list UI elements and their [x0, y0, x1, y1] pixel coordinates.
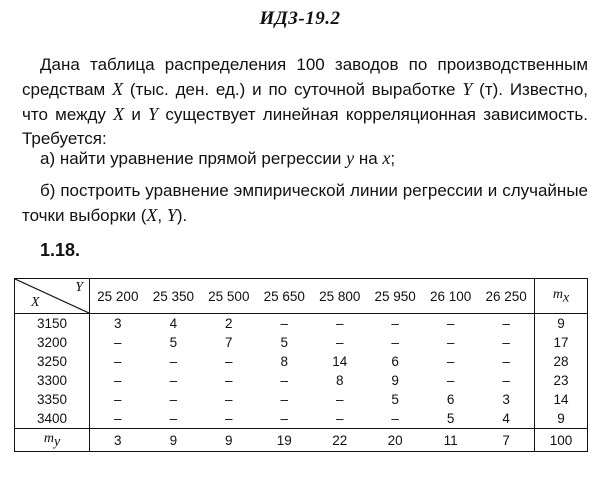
mx-value: 28	[535, 352, 588, 371]
my-value: 22	[312, 429, 367, 452]
frequency-cell: –	[225, 373, 233, 388]
x-value: 3300	[15, 371, 90, 390]
frequency-cell: –	[114, 354, 122, 369]
table-row	[15, 314, 588, 334]
frequency-cell: –	[502, 354, 510, 369]
frequency-cell: –	[502, 316, 510, 331]
frequency-cell: –	[502, 335, 510, 350]
frequency-cell: –	[391, 316, 399, 331]
frequency-cell: 5	[446, 411, 455, 426]
frequency-cell: –	[446, 373, 455, 388]
frequency-cell: 3	[114, 316, 122, 331]
mx-header: $m_x$	[535, 279, 588, 314]
frequency-cell: –	[446, 335, 455, 350]
my-value: 19	[257, 429, 312, 452]
frequency-cell: –	[225, 392, 233, 407]
frequency-cell: 6	[446, 392, 455, 407]
mx-value: 9	[535, 409, 588, 429]
y-header: 26 100	[423, 279, 478, 314]
correlation-table	[14, 278, 588, 452]
y-header: 25 650	[257, 279, 312, 314]
frequency-cell: 8	[335, 373, 344, 388]
table-corner-cell	[15, 279, 90, 314]
problem-statement: Дана таблица распределения 100 заводов по производственным средствам X (тыс. ден. ед.) и по суточной выработке Y (т). Известно, что между X и Y существует линейная корреляционная зависимость. Требуется:	[22, 55, 588, 148]
table-row	[15, 371, 588, 390]
frequency-cell: 8	[280, 354, 289, 369]
mx-value: 23	[535, 371, 588, 390]
page-title: ИДЗ-19.2	[259, 8, 341, 29]
frequency-cell: –	[169, 354, 178, 369]
frequency-cell: –	[169, 392, 178, 407]
y-header: 25 200	[90, 279, 146, 314]
task-b: б) построить уравнение эмпирической линии регрессии и случайные точки выборки (X, Y).	[22, 181, 588, 225]
frequency-cell: –	[446, 354, 455, 369]
frequency-cell: 14	[332, 354, 348, 369]
corner-y-label: Y	[75, 280, 83, 295]
frequency-cell: –	[169, 373, 178, 388]
frequency-cell: –	[280, 316, 289, 331]
my-value: 7	[478, 429, 534, 452]
frequency-cell: 4	[502, 411, 510, 426]
table-row	[15, 409, 588, 429]
mx-value: 14	[535, 390, 588, 409]
x-value: 3350	[15, 390, 90, 409]
table-row	[15, 352, 588, 371]
frequency-cell: –	[280, 411, 289, 426]
y-header: 25 350	[146, 279, 201, 314]
my-value: 3	[90, 429, 146, 452]
frequency-cell: –	[335, 316, 344, 331]
frequency-cell: –	[446, 316, 455, 331]
frequency-cell: –	[335, 335, 344, 350]
table-row	[15, 390, 588, 409]
frequency-cell: –	[225, 411, 233, 426]
mx-value: 17	[535, 333, 588, 352]
y-header: 26 250	[478, 279, 534, 314]
my-totals-row	[15, 429, 588, 452]
y-header: 25 500	[201, 279, 256, 314]
y-header: 25 950	[367, 279, 422, 314]
frequency-cell: –	[225, 354, 233, 369]
task-a: а) найти уравнение прямой регрессии y на x;	[40, 148, 396, 168]
x-value: 3200	[15, 333, 90, 352]
frequency-cell: 6	[391, 354, 399, 369]
frequency-cell: 2	[225, 316, 233, 331]
my-value: 9	[201, 429, 256, 452]
frequency-cell: 9	[391, 373, 399, 388]
x-value: 3150	[15, 314, 90, 334]
frequency-cell: –	[114, 411, 122, 426]
frequency-cell: –	[114, 373, 122, 388]
my-value: 11	[423, 429, 478, 452]
y-header: 25 800	[312, 279, 367, 314]
frequency-cell: –	[169, 411, 178, 426]
my-value: 9	[146, 429, 201, 452]
frequency-cell: –	[335, 392, 344, 407]
frequency-cell: 7	[225, 335, 233, 350]
problem-number: 1.18.	[40, 240, 81, 260]
my-label: $m_y$	[15, 429, 90, 452]
frequency-cell: 4	[169, 316, 178, 331]
frequency-cell: 3	[502, 392, 510, 407]
frequency-cell: –	[391, 335, 399, 350]
grand-total: 100	[535, 429, 588, 452]
frequency-cell: 5	[169, 335, 178, 350]
table-row	[15, 333, 588, 352]
x-value: 3250	[15, 352, 90, 371]
my-value: 20	[367, 429, 422, 452]
frequency-cell: –	[114, 392, 122, 407]
table-header-row	[15, 279, 588, 314]
frequency-cell: 5	[391, 392, 399, 407]
frequency-cell: –	[114, 335, 122, 350]
frequency-cell: –	[335, 411, 344, 426]
frequency-cell: 5	[280, 335, 289, 350]
mx-value: 9	[535, 314, 588, 334]
frequency-cell: –	[391, 411, 399, 426]
frequency-cell: –	[502, 373, 510, 388]
frequency-cell: –	[280, 392, 289, 407]
corner-x-label: X	[31, 295, 40, 310]
x-value: 3400	[15, 409, 90, 429]
frequency-cell: –	[280, 373, 289, 388]
